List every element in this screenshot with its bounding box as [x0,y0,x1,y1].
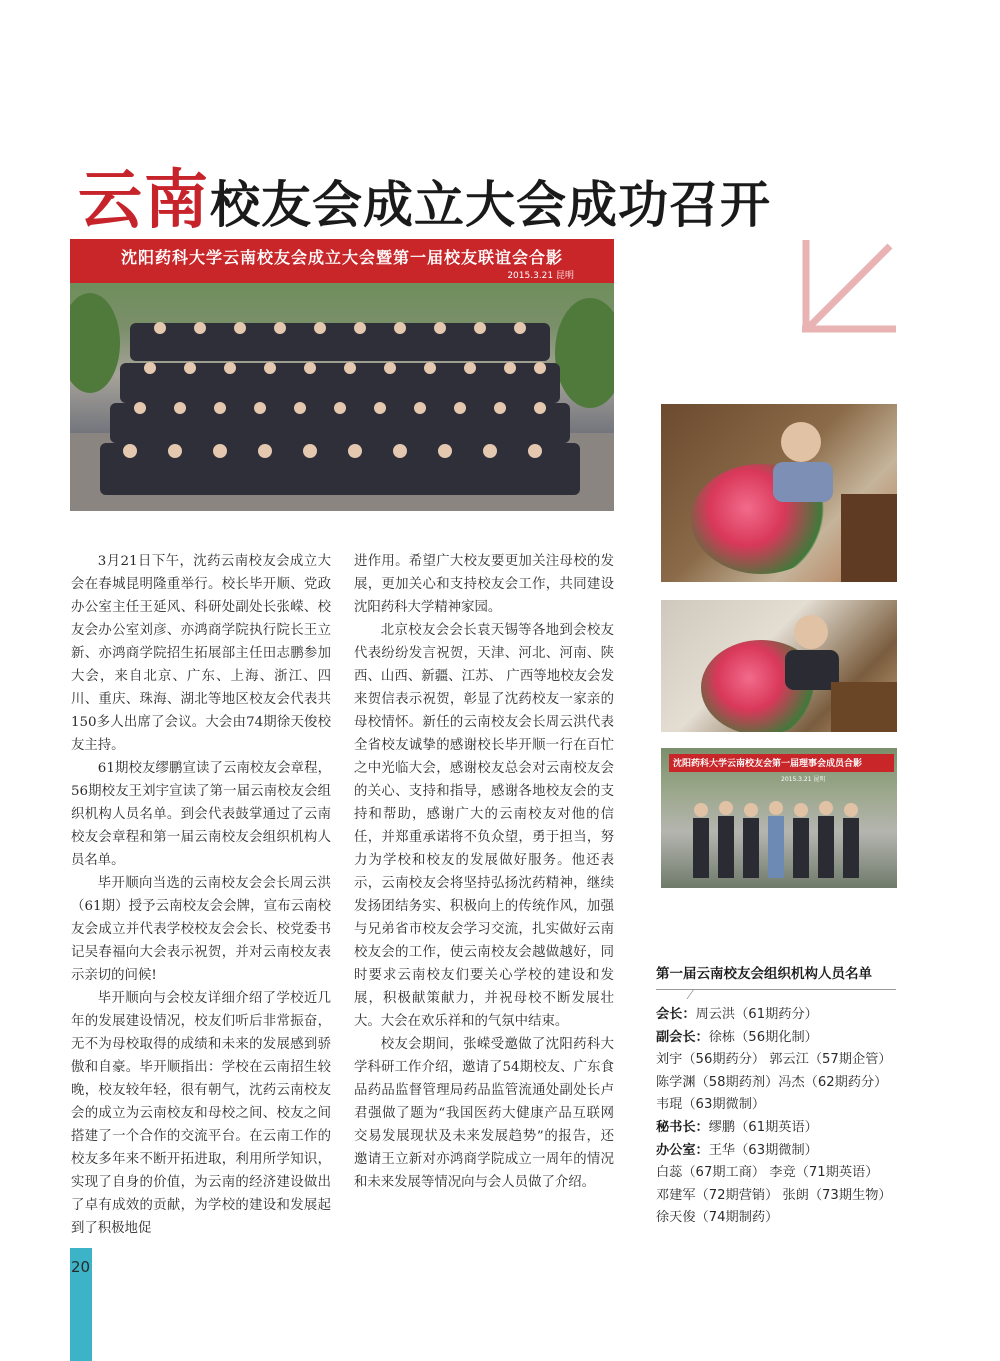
speaker-photo-2 [661,600,897,732]
roster-title: 第一届云南校友会组织机构人员名单 [656,966,872,982]
roster-row [656,1094,918,1117]
roster-members: 韦琨（63期微制） [656,1097,766,1113]
roster-list [656,1004,918,1230]
roster-role: 办公室： [656,1142,709,1158]
paragraph: 校友会期间，张嵘受邀做了沈阳药科大学科研工作介绍，邀请了54期校友、广东食品药品监督管理局药品监管流通处副处长卢君强做了题为“我国医药大健康产品互联网交易发展现状及未来发展趋势”的报告，还邀请王立新对亦鸿商学院成立一周年的情况和未来发展等情况向与会人员做了介绍。 [354,1037,614,1190]
council-photo-banner-text: 沈阳药科大学云南校友会第一届理事会成员合影 [673,759,863,769]
speaker-figure [661,600,897,732]
roster-members: 刘宇（56期药分） 郭云江（57期企管） [656,1052,892,1068]
speaker-photo-1 [661,404,897,582]
article-column-2 [354,550,614,1194]
paragraph: 毕开顺向与会校友详细介绍了学校近几年的发展建设情况，校友们听后非常振奋，无不为母校取得的成绩和未来的发展感到骄傲和自豪。毕开顺指出：学校在云南招生较晚，校友较年轻，很有朝气，沈药云南校友会的成立为云南校友和母校之间、校友之间搭建了一个合作的交流平台。在云南工作的校友多年来不断开拓进取，利用所学知识，实现了自身的价值，为云南的经济建设做出了卓有成效的贡献，为学校的建设和发展起到了积极地促 [71,991,331,1236]
title-highlight: 云南 [78,163,210,239]
roster-row [656,1117,918,1140]
photo-banner [70,239,614,283]
title-rest: 校友会成立大会成功召开 [210,175,771,235]
crowd-illustration [70,283,614,511]
paragraph: 毕开顺向当选的云南校友会会长周云洪（61期）授予云南校友会会牌，宣布云南校友会成立并代表学校校友会会长、校党委书记吴春福向大会表示祝贺，并对云南校友表示亲切的问候! [71,876,331,983]
page-number: 20 [71,1258,91,1276]
roster-members: 陈学渊（58期药剂）冯杰（62期药分） [656,1074,888,1090]
roster-members: 王华（63期微制） [708,1142,818,1158]
roster-members: 徐天俊（74期制药） [656,1210,779,1226]
photo-banner-date: 2015.3.21 昆明 [507,271,574,281]
roster-row [656,1162,918,1185]
council-photo [661,748,897,888]
council-photo-date: 2015.3.21 昆明 [781,776,826,783]
roster-row [656,1140,918,1163]
roster-row [656,1027,918,1050]
photo-banner-text: 沈阳药科大学云南校友会成立大会暨第一届校友联谊会合影 [120,248,563,267]
paragraph: 进作用。希望广大校友要更加关注母校的发展，更加关心和支持校友会工作，共同建设沈阳药科大学精神家园。 [354,554,614,615]
council-members [661,748,897,888]
roster-role: 副会长： [656,1029,709,1045]
roster-row [656,1185,918,1208]
roster-members: 邓建军（72期营销） 张朗（73期生物） [656,1187,892,1203]
roster-row [656,1004,918,1027]
article-column-1 [71,550,331,1240]
speaker-figure [661,404,897,582]
roster-members: 徐栋（56期化制） [708,1029,818,1045]
roster-row [656,1072,918,1095]
roster-role: 会长： [656,1007,696,1022]
roster-members: 缪鹏（61期英语） [708,1119,818,1135]
paragraph: 3月21日下午，沈药云南校友会成立大会在春城昆明隆重举行。校长毕开顺、党政办公室主任王延风、科研处副处长张嵘、校友会办公室刘彦、亦鸿商学院执行院长王立新、亦鸿商学院招生拓展部主任田志鹏参加大会，来自北京、广东、上海、浙江、四川、重庆、珠海、湖北等地区校友会代表共150多人出席了会议。大会由74期徐天俊校友主持。 [71,554,331,753]
paragraph: 北京校友会会长袁天锡等各地到会校友代表纷纷发言祝贺，天津、河北、河南、陕西、山西、新疆、江苏、 广西等地校友会发来贺信表示祝贺，彰显了沈药校友一家亲的母校情怀。新任的云南校友会长周云洪代表全省校友诚挚的感谢校长毕开顺一行在百忙之中光临大会，感谢校友总会对云南校友会的关心、支持和指导，感谢各地校友会的支持和帮助，感谢广大的云南校友对他的信任，并郑重承诺将不负众望，勇于担当，努力为学校和校友的发展做好服务。他还表示，云南校友会将坚持弘扬沈药精神，继续发扬团结务实、积极向上的传统作风，加强与兄弟省市校友会学习交流，扎实做好云南校友会的工作，使云南校友会越做越好，同时要求云南校友们要关心学校的建设和发展，积极献策献力，并祝母校不断发展壮大。大会在欢乐祥和的气氛中结束。 [354,623,614,1029]
roster-members: 白蕊（67期工商） 李竞（71期英语） [656,1165,879,1181]
roster-row [656,1049,918,1072]
article-title [78,149,771,241]
roster-row [656,1207,918,1230]
paragraph: 61期校友缪鹏宣读了云南校友会章程，56期校友王刘宇宣读了第一届云南校友会组织机构人员名单。到会代表鼓掌通过了云南校友会章程和第一届云南校友会组织机构人员名单。 [71,761,331,868]
roster-members: 周云洪（61期药分） [695,1007,818,1022]
group-photo [70,239,614,511]
roster-role: 秘书长： [656,1119,709,1135]
roster-divider-tick [686,989,704,999]
group-photo-image [70,283,614,511]
diagonal-arrow-icon [800,240,896,336]
